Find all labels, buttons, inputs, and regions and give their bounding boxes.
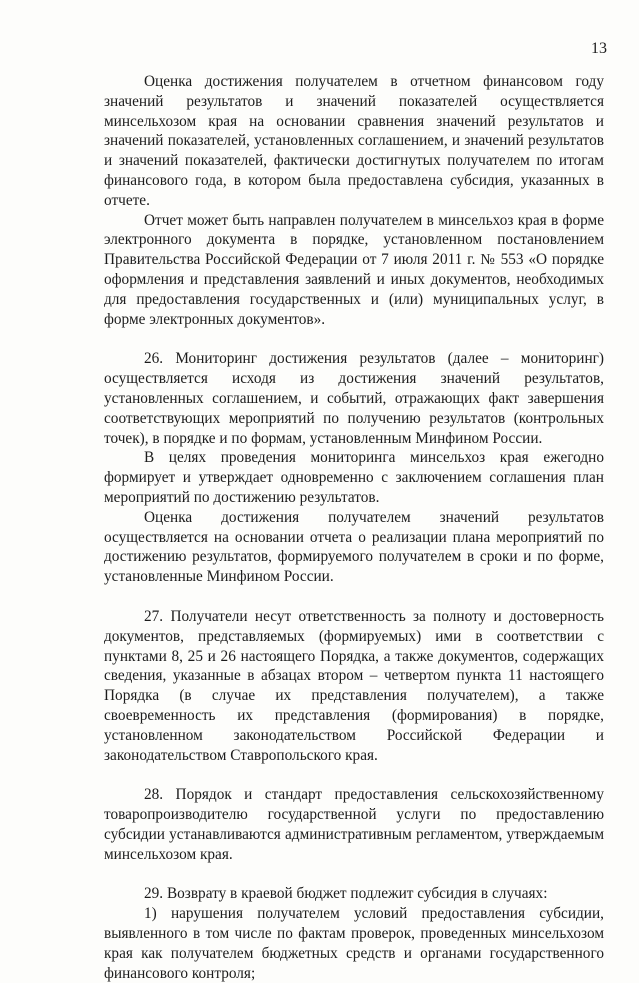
paragraph-26-monitoring: 26. Мониторинг достижения результатов (далее – мониторинг) осуществляется исходя из достижения значений результатов, установленных соглашением, и событий, отражающих факт завершения соответствующих мероприятий по получению результатов (контрольных точек), в порядке и по формам, установленным Минфином России.: [104, 350, 604, 447]
paragraph-28-regulation: 28. Порядок и стандарт предоставления сельскохозяйственному товаропроизводителю государственной услуги по предоставлению субсидии устанавливаются административным регламентом, утверждаемым минсельхозом края.: [104, 786, 604, 863]
paragraph-27-responsibility: 27. Получатели несут ответственность за полноту и достоверность документов, представляемых (формируемых) ими в соответствии с пунктами 8, 25 и 26 настоящего Порядка, а также документов, содержащих сведения, указанные в абзацах втором – четвертом пункта 11 настоящего Порядка (в случае их представления получателем), а также своевременность их представления (формирования) в порядке, установленном законодательством Российской Федерации и законодательством Ставропольского края.: [104, 607, 604, 764]
paragraph-29-case-1: 1) нарушения получателем условий предоставления субсидии, выявленного в том числе по фактам проверок, проведенных минсельхозом края как получателем бюджетных средств и органами государственного финансового контроля;: [104, 905, 604, 982]
paragraph-assessment: Оценка достижения получателем в отчетном финансовом году значений результатов и значений показателей осуществляется минсельхозом края на основании сравнения значений результатов и значений показателей, установленных соглашением, и значений результатов и значений показателей, фактически достигнутых получателем по итогам финансового года, в котором была предоставлена субсидия, указанных в отчете.: [104, 73, 604, 209]
paragraph-report-submission: Отчет может быть направлен получателем в минсельхоз края в форме электронного документа в порядке, установленном постановлением Правительства Российской Федерации от 7 июля 2011 г. № 553 «О порядке оформления и представления заявлений и иных документов, необходимых для предоставления государственных и (или) муниципальных услуг, в форме электронных документов».: [104, 211, 604, 328]
document-body: [104, 72, 604, 983]
paragraph-monitoring-assessment: Оценка достижения получателем значений результатов осуществляется на основании отчета о реализации плана мероприятий по достижению результатов, формируемого получателем в сроки и по форме, установленные Минфином России.: [104, 508, 604, 586]
paragraph-monitoring-plan: В целях проведения мониторинга минсельхоз края ежегодно формирует и утверждает одновременно с заключением соглашения план мероприятий по достижению результатов.: [104, 449, 604, 506]
page-number: 13: [591, 40, 607, 57]
paragraph-29-refund: 29. Возврату в краевой бюджет подлежит субсидия в случаях:: [144, 885, 548, 903]
